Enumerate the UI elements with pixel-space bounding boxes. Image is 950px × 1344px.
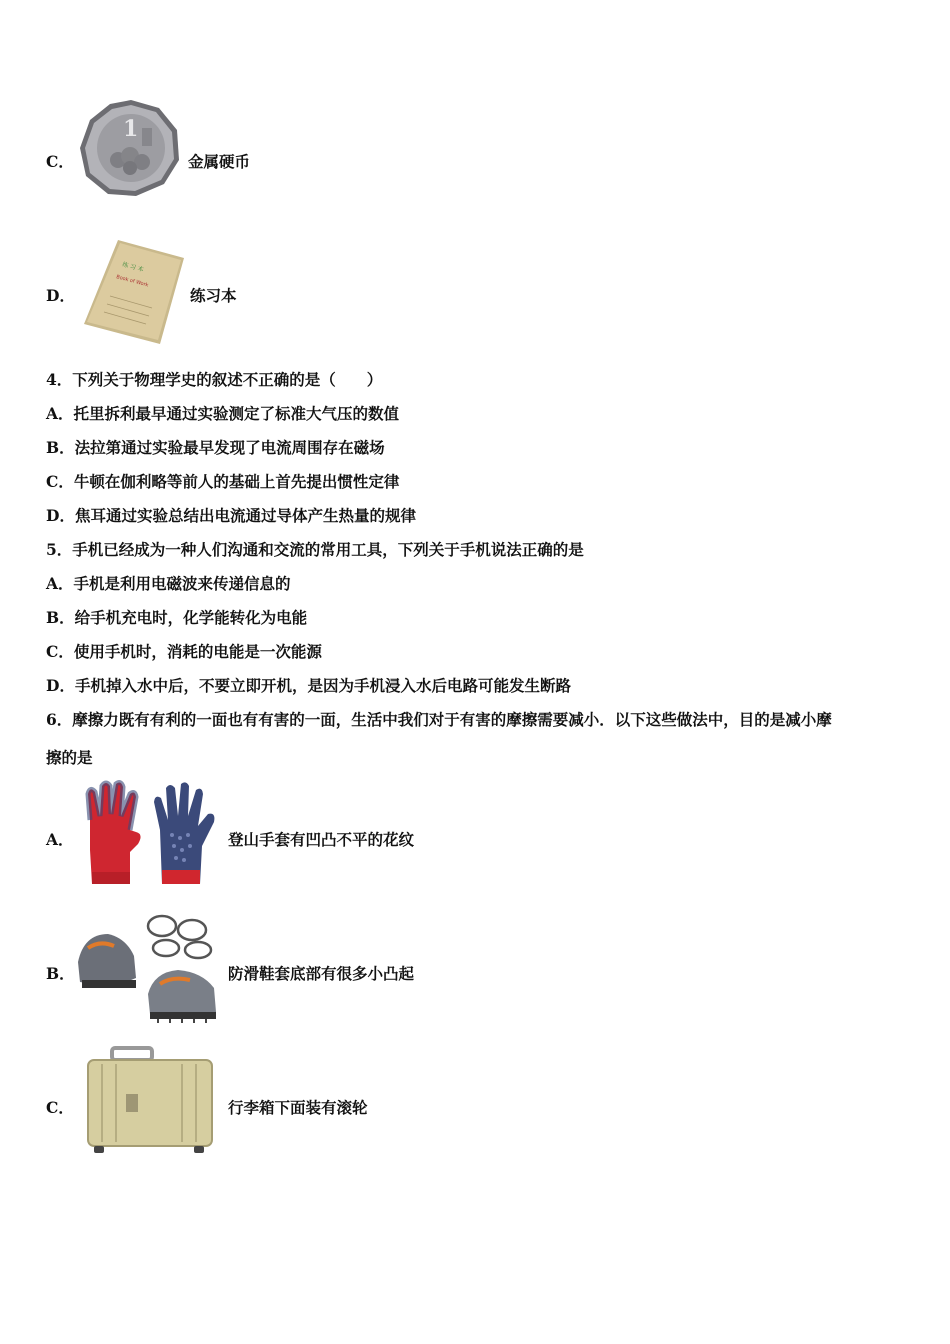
q4-option-c: C．牛顿在伽利略等前人的基础上首先提出惯性定律 bbox=[46, 472, 400, 491]
q5-stem: 5．手机已经成为一种人们沟通和交流的常用工具，下列关于手机说法正确的是 bbox=[46, 540, 584, 559]
q6-option-a-caption: 登山手套有凹凸不平的花纹 bbox=[228, 830, 415, 849]
q4-option-d: D．焦耳通过实验总结出电流通过导体产生热量的规律 bbox=[46, 506, 416, 525]
q5-option-a: A．手机是利用电磁波来传递信息的 bbox=[46, 574, 291, 593]
coin-icon bbox=[76, 98, 186, 198]
q4-option-b: B．法拉第通过实验最早发现了电流周围存在磁场 bbox=[46, 438, 385, 457]
suitcase-icon bbox=[82, 1046, 218, 1154]
q6-stem-line1: 6．摩擦力既有有利的一面也有有害的一面，生活中我们对于有害的摩擦需要减小．以下这些做法中，目的是减小摩 bbox=[46, 710, 832, 729]
q6-option-c-letter: C． bbox=[46, 1098, 74, 1117]
q6-stem-line2: 擦的是 bbox=[46, 748, 93, 767]
q3-option-d-caption: 练习本 bbox=[190, 286, 237, 305]
q5-option-b: B．给手机充电时，化学能转化为电能 bbox=[46, 608, 308, 627]
q6-option-b-caption: 防滑鞋套底部有很多小凸起 bbox=[228, 964, 415, 983]
q6-option-b-letter: B． bbox=[46, 964, 75, 983]
q3-option-c-letter: C． bbox=[46, 152, 74, 171]
q5-option-d: D．手机掉入水中后，不要立即开机，是因为手机浸入水后电路可能发生断路 bbox=[46, 676, 571, 695]
q5-option-c: C．使用手机时，消耗的电能是一次能源 bbox=[46, 642, 322, 661]
q3-option-d-letter: D． bbox=[46, 286, 75, 305]
q4-option-a: A．托里拆利最早通过实验测定了标准大气压的数值 bbox=[46, 404, 400, 423]
notebook-icon bbox=[78, 236, 188, 346]
notebook-subtitle: Book of Work bbox=[115, 274, 150, 289]
q6-option-c-caption: 行李箱下面装有滚轮 bbox=[228, 1098, 368, 1117]
coin-value: 1 bbox=[123, 116, 139, 142]
q3-option-c-caption: 金属硬币 bbox=[188, 152, 251, 171]
notebook-title: 练 习 本 bbox=[121, 261, 145, 274]
crampon-shoes-icon bbox=[74, 908, 224, 1024]
q6-option-a-letter: A． bbox=[46, 830, 74, 849]
q4-stem: 4．下列关于物理学史的叙述不正确的是（ ） bbox=[46, 370, 383, 389]
gloves-icon bbox=[78, 780, 226, 890]
